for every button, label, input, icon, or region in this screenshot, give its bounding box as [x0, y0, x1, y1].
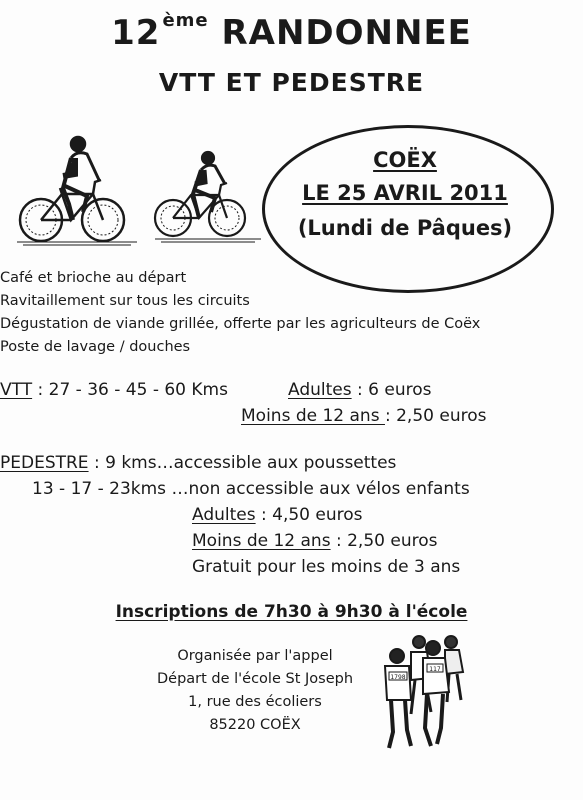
cyclist-small-icon — [155, 152, 245, 236]
page-title — [0, 10, 583, 53]
vtt-kids — [241, 406, 486, 426]
amenity-item: Dégustation de viande grillée, offerte par les agriculteurs de Coëx — [0, 316, 481, 332]
pedestre-long: 13 - 17 - 23kms …non accessible aux vélos enfants — [32, 479, 470, 499]
edition-suffix: ème — [162, 10, 209, 31]
event-place: COËX — [373, 148, 437, 172]
registration-hours: Inscriptions de 7h30 à 9h30 à l'école — [115, 602, 468, 622]
title-text: RANDONNEE — [221, 13, 472, 53]
amenity-item: Ravitaillement sur tous les circuits — [0, 293, 250, 309]
vtt-adults-label: Adultes — [288, 380, 352, 400]
organizer-line: Organisée par l'appel — [177, 648, 333, 664]
page-subtitle: VTT ET PEDESTRE — [158, 68, 425, 97]
vtt-line — [0, 380, 228, 400]
edition-number: 12 — [111, 13, 161, 53]
vtt-kids-label: Moins de 12 ans — [241, 406, 385, 426]
vtt-kids-price: : 2,50 euros — [384, 406, 487, 426]
pedestre-short: : 9 kms…accessible aux poussettes — [88, 453, 397, 473]
runner-front-left-icon — [385, 649, 411, 748]
vtt-distances: : 27 - 36 - 45 - 60 Kms — [32, 380, 228, 400]
pedestre-adults-label: Adultes — [192, 505, 256, 525]
ground-hatching — [17, 239, 261, 245]
cyclists-illustration — [15, 128, 265, 253]
pedestre-label: PEDESTRE — [0, 453, 89, 473]
event-note: (Lundi de Pâques) — [297, 216, 513, 240]
pedestre-adults-price: : 4,50 euros — [255, 505, 363, 525]
vtt-label: VTT — [0, 380, 33, 400]
event-date: LE 25 AVRIL 2011 — [302, 181, 508, 205]
vtt-adults-price: : 6 euros — [351, 380, 432, 400]
runner-badge: 1798 — [390, 674, 406, 681]
pedestre-adults — [192, 505, 363, 525]
pedestre-free: Gratuit pour les moins de 3 ans — [192, 557, 461, 577]
organizer-line: 1, rue des écoliers — [188, 694, 322, 710]
cyclist-large-icon — [20, 137, 124, 241]
vtt-adults — [288, 380, 431, 400]
amenity-item: Café et brioche au départ — [0, 270, 187, 286]
runner-badge: 117 — [429, 666, 441, 673]
runners-illustration — [375, 632, 475, 752]
pedestre-kids-label: Moins de 12 ans — [192, 531, 331, 551]
pedestre-kids-price: : 2,50 euros — [330, 531, 438, 551]
pedestre-line — [0, 453, 396, 473]
amenity-item: Poste de lavage / douches — [0, 339, 191, 355]
organizer-line: 85220 COËX — [209, 717, 301, 733]
pedestre-kids — [192, 531, 437, 551]
organizer-line: Départ de l'école St Joseph — [156, 671, 354, 687]
